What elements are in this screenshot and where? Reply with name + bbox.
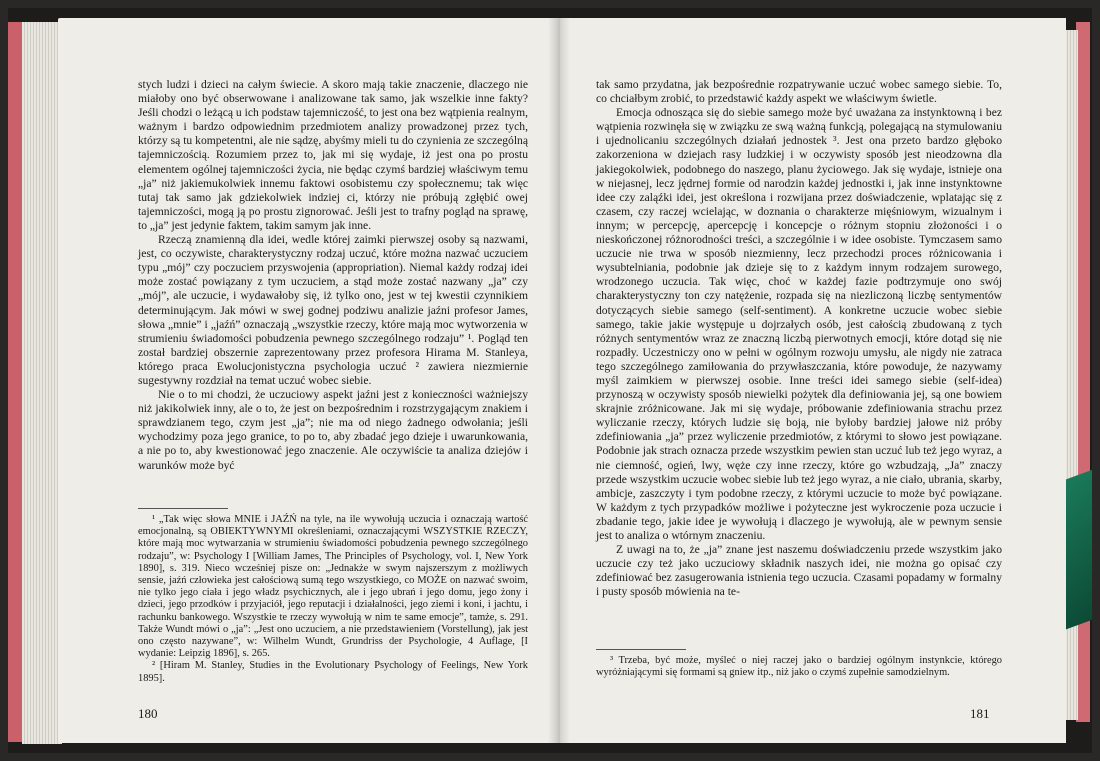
left-page — [58, 18, 558, 743]
green-marker — [1064, 470, 1092, 630]
footnote: ¹ „Tak więc słowa MNIE i JAŹŃ na tyle, na ile wywołują uczucia i oznaczają wartość emocjonalną, są OBIEKTYWNYMI określeniami, oznaczającymi WSZYSTKIE RZECZY, które mają moc wytwarzania w strumieniu świadomości pobudzenia pewnego szczególnego rodzaju”, w: Psychology I [William James, The Principles of Psychology, vol. I, New York 1890], s. 319. Nieco wcześniej pisze on: „Jednakże w swym najszerszym z możliwych sensie, jaźń człowieka jest całościową sumą tego wszystkiego, co MOŻE on nazwać swoim, nie tylko jego ciała i jego władz psychicznych, ale i jego ubrań i jego domu, jego żony i dzieci, jego przodków i przyjaciół, jego reputacji i działalności, jego ziemi i koni, i jachtu, i rachunku bankowego. Wszystkie te rzeczy wywołują w nim te same emocje”, tamże, s. 291. Także Wundt mówi o „ja”: „Jest ono uczuciem, a nie przedstawieniem (Vorstellung), jak jest ono często nazywane”, w: Wilhelm Wundt, Grundriss der Psychologie, 4 Auflage, [I wydanie: Leipzig 1896], s. 265. — [138, 514, 528, 660]
paragraph: Rzeczą znamienną dla idei, wedle której zaimki pierwszej osoby są nazwami, jest, co oczywiste, charakterystyczny rodzaj uczuć, które można nazwać uczuciem typu „mój” czy poczuciem przyswojenia (appropriation). Niemal każdy rodzaj idei może zostać powiązany z tym uczuciem, a stąd może zostać nazwany „ja” czy „mój”, ale uczucie, i wydawałoby się, iż tylko ono, jest w tej kwestii czynnikiem determinującym. Jak mówi w swej godnej podziwu analizie jaźni profesor James, słowa „mnie” i „jaźń” oznaczają „wszystkie rzeczy, które mają moc wytworzenia w strumieniu świadomości pobudzenia pewnego szczególnego rodzaju” ¹. Pogląd ten został bardziej obszernie zaprezentowany przez profesora Hirama M. Stanleya, którego praca Ewolucjonistyczna psychologia uczuć ² zawiera niezmiernie sugestywny rozdział na temat uczuć wobec siebie. — [138, 233, 528, 387]
page-number: 180 — [138, 706, 158, 721]
right-footnotes — [596, 655, 1002, 679]
right-page — [558, 18, 1066, 743]
book-gutter — [548, 18, 570, 743]
footnote-rule — [138, 508, 228, 509]
paragraph: Emocja odnosząca się do siebie samego może być uważana za instynktowną i bez wątpienia rozwinęła się w związku ze swą ważną funkcją, polegającą na stymulowaniu i ujednolicaniu szczególnych działań jednostek ³. Jest ona przeto bardzo głęboko zakorzeniona w dziejach rasy ludzkiej i w oczywisty sposób jest nieodzowna dla jakiegokolwiek, podobnego do naszego, planu życiowego. Jak się wydaje, istnieje ona w niejasnej, lecz jędrnej formie od narodzin każdej jednostki i, jak inne instynktowne idee czy zaląźki idei, jest określona i rozwijana przez doświadczenie, wplatając się z czasem, czy raczej wcielając, w doznania o charakterze mięśniowym, wizualnym i innym; w percepcję, apercepcję i koncepcje o różnym stopniu złożoności i o nieskończonej różnorodności treści, a szczególnie i w idee osobiste. Tymczasem samo uczucie nie trwa w sposób niezmienny, lecz przechodzi proces różnicowania i wysubtelniania, podobnie jak dzieje się to z każdym innym rodzajem surowego, wrodzonego uczucia. Tak więc, choć w każdej fazie podtrzymuje ono swój charakterystyczny ton czy natężenie, rozpada się na niezliczoną liczbę sentymentów dotyczących siebie samego (self-sentiment). A konkretne uczucie wobec siebie samego, takie jakie występuje u dojrzałych osób, jest całością zbudowaną z tych różnych sentymentów wraz ze znaczną liczbą pierwotnych emocji, które dotąd się nie rozpadły. Uczestniczy ono w pełni w ogólnym rozwoju umysłu, ale nigdy nie zatraca tego szczególnego zamiłowania do przywłaszczania, które powoduje, że nazywamy myśl zaimkiem w pierwszej osobie. Inne treści idei samego siebie (self-idea) przynoszą w oczywisty sposób niewielki pożytek dla definiowania jej, są one bowiem skrajnie zróżnicowane. Jak mi się wydaje, próbowanie zdefiniowania strachu przez wyliczanie rzeczy, których ludzie się boją, nie byłoby bardziej jałowe niż próby zdefiniowania „ja” przez wyliczenie przedmiotów, z którymi to słowo jest powiązane. Podobnie jak strach oznacza przede wszystkim pewien stan uczuć lub też jego wyraz, a nie ciemność, ogień, lwy, węże czy inne rzeczy, które go wzbudzają, „Ja” znaczy przede wszystkim uczucie wobec siebie lub też jego wyraz, a nie ciało, ubrania, skarby, ambicje, zaszczyty i tym podobne rzeczy, z którymi uczucie to może być powiązane. W każdym z tych przypadków możliwe i pożyteczne jest wykroczenie poza uczucie i zbadanie tego, jakie idee je wywołują i dlaczego je wywołują, ale w pewnym sensie jest to analiza o wtórnym znaczeniu. — [596, 106, 1002, 542]
right-body-text — [596, 78, 1002, 599]
left-body-text — [138, 78, 528, 473]
paragraph: Nie o to mi chodzi, że uczuciowy aspekt jaźni jest z konieczności ważniejszy niż jakikolwiek inny, ale o to, że jest on bezpośrednim i rozstrzygającym znakiem i sprawdzianem tego, czym jest „ja”; nie ma od niego żadnego odwołania; jeśli wychodzimy poza jego granice, to po to, aby zbadać jego dzieje i uwarunkowania, a nie po to, aby kwestionować jego znaczenie. Ale oczywiście ta analiza dziejów i warunków może być — [138, 388, 528, 472]
footnote-rule — [596, 649, 686, 650]
left-footnotes — [138, 514, 528, 685]
paragraph: stych ludzi i dzieci na całym świecie. A skoro mają takie znaczenie, dlaczego nie miałoby ono być obserwowane i analizowane tak samo, jak wszelkie inne fakty? Jeśli chodzi o leżącą u ich podstaw tajemniczość, to jest ona bez wątpienia realnym, ważnym i bardzo odpowiednim przedmiotem analizy prowadzonej przez tych, którzy są tu kompetentni, ale nie sądzę, abyśmy mieli tu do czynienia ze szczególną tajemniczością. Rozumiem przez to, jak mi się wydaje, iż jest ona po prostu elementem ogólnej tajemniczości życia, nie będąc czymś bardziej właściwym temu „ja” niż jakiemukolwiek innemu faktowi osobistemu czy społecznemu; tak więc tutaj tak samo jak gdziekolwiek indziej ci, którzy nie próbują zgłębić owej tajemniczości, mogą ją po prostu zignorować. Jeśli jest to trafny pogląd na sprawę, to „ja” jest jedynie faktem, takim samym jak inne. — [138, 78, 528, 232]
paragraph: Z uwagi na to, że „ja” znane jest naszemu doświadczeniu przede wszystkim jako uczucie czy też jako uczuciowy składnik naszych idei, nie można go opisać czy zdefiniować bez zasugerowania istnienia tego uczucia. Czasami popadamy w formalny i pusty sposób mówienia na te- — [596, 543, 1002, 599]
footnote: ² [Hiram M. Stanley, Studies in the Evolutionary Psychology of Feelings, New York 1895]. — [138, 660, 528, 684]
footnote: ³ Trzeba, być może, myśleć o niej raczej jako o bardziej ogólnym instynkcie, którego wyróżniającymi się formami są gniew itp., niż jako o czymś zupełnie samodzielnym. — [596, 655, 1002, 679]
paragraph: tak samo przydatna, jak bezpośrednie rozpatrywanie uczuć wobec samego siebie. To, co chciałbym zrobić, to przedstawić każdy aspekt we właściwym świetle. — [596, 78, 1002, 106]
page-stack-left — [22, 22, 62, 744]
page-number: 181 — [970, 706, 990, 721]
